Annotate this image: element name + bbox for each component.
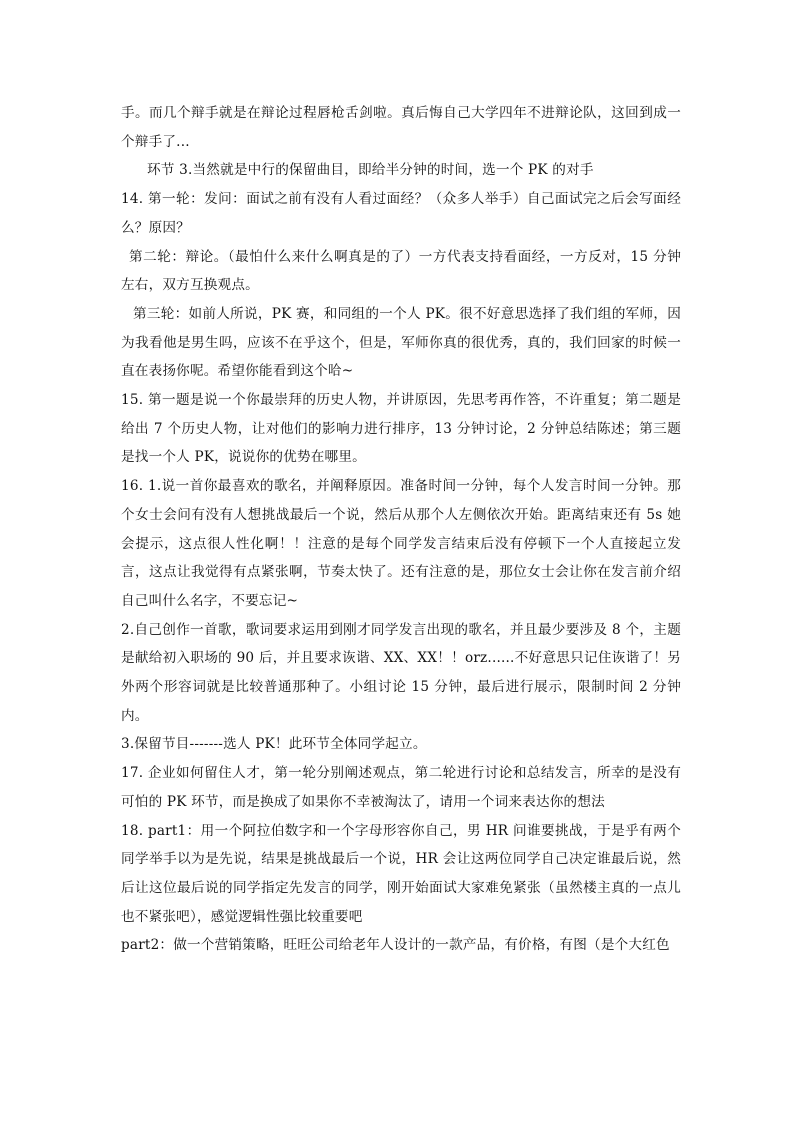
paragraph-item-18-part-2: part2：做一个营销策略，旺旺公司给老年人设计的一款产品，有价格，有图（是个大红色: [121, 937, 670, 954]
paragraph-item-17: 17. 企业如何留住人才，第一轮分别阐述观点，第二轮进行讨论和总结发言，所幸的是没有可怕的 PK 环节，而是换成了如果你不幸被淘汰了，请用一个词来表达你的想法: [121, 765, 681, 810]
paragraph-item-15: 15. 第一题是说一个你最崇拜的历史人物，并讲原因，先思考再作答，不许重复；第二题是给出 7 个历史人物，让对他们的影响力进行排序，13 分钟讨论，2 分钟总结陈述；第三题是找一个人 PK，说说你的优势在哪里。: [121, 392, 681, 466]
paragraph-item-16-part-3: 3.保留节目-------选人 PK！此环节全体同学起立。: [121, 736, 427, 753]
paragraph-round-3: 第三轮：如前人所说，PK 赛，和同组的一个人 PK。很不好意思选择了我们组的军师，因为我看他是男生吗，应该不在乎这个，但是，军师你真的很优秀，真的，我们回家的时候一直在表扬你呢。希望你能看到这个哈~: [121, 305, 681, 380]
paragraph-item-16: 16. 1.说一首你最喜欢的歌名，并阐释原因。准备时间一分钟，每个人发言时间一分钟。那个女士会问有没有人想挑战最后一个说，然后从那个人左侧依次开始。距离结束还有 5s 她会提示，这点很人性化啊！！注意的是每个同学发言结束后没有停顿下一个人直接起立发言，这点让我觉得有点紧张啊，节奏太快了。还有注意的是，那位女士会让你在发言前介绍自己叫什么名字，不要忘记~: [121, 478, 681, 609]
paragraph-round-2: 第二轮：辩论。（最怕什么来什么啊真是的了）一方代表支持看面经，一方反对，15 分钟左右，双方互换观点。: [121, 248, 681, 294]
paragraph-item-16-part-2: 2.自己创作一首歌，歌词要求运用到刚才同学发言出现的歌名，并且最少要涉及 8 个，主题是献给初入职场的 90 后，并且要求诙谐、XX、XX！！orz......不好意思只记住诙谐了！另外两个形容词就是比较普通那种了。小组讨论 15 分钟，最后进行展示，限制时间 2 分钟内。: [121, 621, 681, 724]
paragraph-item-14: 14. 第一轮：发问：面试之前有没有人看过面经？（众多人举手）自己面试完之后会写面经么？原因？: [121, 191, 681, 236]
document-body: [121, 99, 681, 960]
paragraph-continuation: 手。而几个辩手就是在辩论过程唇枪舌剑啦。真后悔自己大学四年不进辩论队，这回到成一个辩手了...: [121, 105, 681, 150]
paragraph-item-18: 18. part1：用一个阿拉伯数字和一个字母形容你自己，男 HR 问谁要挑战，于是乎有两个同学举手以为是先说，结果是挑战最后一个说，HR 会让这两位同学自己决定谁最后说，然后让这位最后说的同学指定先发言的同学，刚开始面试大家难免紧张（虽然楼主真的一点儿也不紧张吧），感觉逻辑性强比较重要吧: [121, 822, 681, 925]
paragraph-section-3: 环节 3.当然就是中行的保留曲目，即给半分钟的时间，选一个 PK 的对手: [147, 162, 594, 179]
